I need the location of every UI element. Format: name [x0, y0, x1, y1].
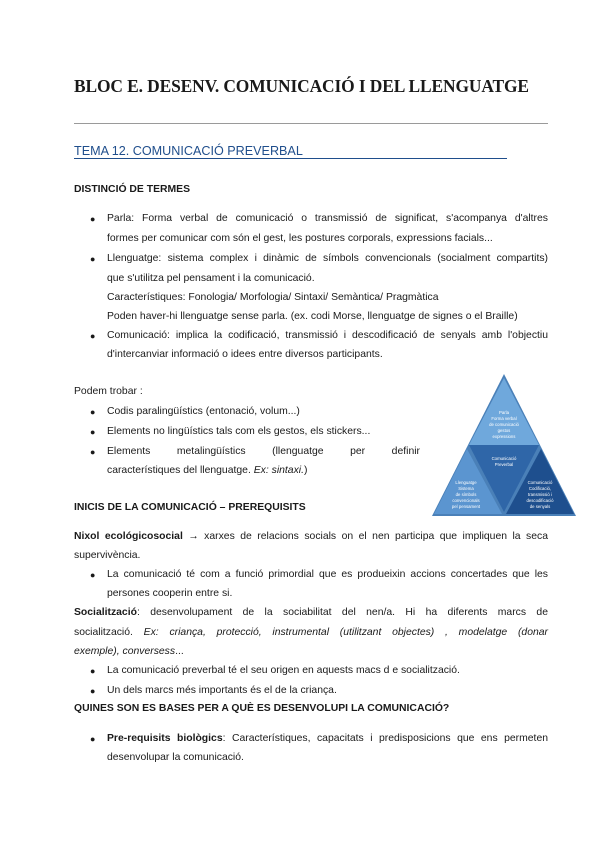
bullet-icon: ● [90, 214, 96, 224]
socialitzacio-line-1: Socialització: desenvolupament de la sociabilitat del nen/a. Hi ha diferents marcs de [74, 607, 548, 618]
bullet-icon: ● [90, 734, 96, 744]
inicis-item-3: Un dels marcs més importants és el de la criança. [107, 685, 337, 696]
pyramid-center-text-1: Comunicació [491, 456, 517, 461]
pyramid-left-text-2: Sistema [458, 486, 474, 491]
llenguatge-line-4: Poden haver-hi llenguatge sense parla. (ex. codi Morse, llenguatge de signes o el Braille) [107, 311, 518, 322]
parla-line-1: Parla: Forma verbal de comunicació o transmissió de significat, s'acompanya d'altres [107, 213, 548, 224]
pyramid-left-text-1: Llenguatge [455, 480, 477, 485]
pyramid-left-text-4: convencionals [452, 498, 480, 503]
distincio-heading: DISTINCIÓ DE TERMES [74, 184, 191, 195]
pyramid-left-text-5: pel pensament [451, 504, 481, 509]
title-divider [74, 123, 548, 124]
pyramid-top-text-5: expressions [492, 434, 516, 439]
socialitzacio-line-3: exemple), conversess... [74, 646, 184, 657]
bullet-icon: ● [90, 447, 96, 457]
tema-heading: TEMA 12. COMUNICACIÓ PREVERBAL [74, 144, 303, 158]
pyramid-top-text-3: de comunicació [489, 422, 519, 427]
nixol-line-2: supervivència. [74, 550, 141, 561]
bullet-icon: ● [90, 407, 96, 417]
socialitzacio-line-2: socialització. Ex: criança, protecció, instrumental (utilitzant objectes) , modelatge (donar [74, 627, 548, 638]
inicis-item-1-line-1: La comunicació té com a funció primordial que es produeixin accions concertades que les [107, 569, 548, 580]
nixol-line-1: Nixol ecológicosocial → xarxes de relacions socials on el nen participa que impliquen la seca [74, 531, 549, 542]
pyramid-right-text-2: Codificació, [528, 486, 552, 491]
bullet-icon: ● [90, 427, 96, 437]
podem-intro: Podem trobar : [74, 386, 143, 397]
quines-item-1-line-1: Pre-requisits biològics: Característiques, capacitats i predisposicions que ens permeten [107, 733, 548, 744]
podem-item-3-line-1: Elements metalingüístics (llenguatge per definir [107, 446, 420, 457]
llenguatge-line-1: Llenguatge: sistema complex i dinàmic de símbols convencionals (socialment compartits) [107, 253, 548, 264]
pyramid-right-text-5: de senyals [529, 504, 551, 509]
inicis-item-2: La comunicació preverbal té el seu origen en aquests macs d e socialització. [107, 665, 460, 676]
inicis-heading: INICIS DE LA COMUNICACIÓ – PREREQUISITS [74, 502, 306, 513]
comunicacio-line-1: Comunicació: implica la codificació, transmissió i descodificació de senyals amb l'objectiu [107, 330, 548, 341]
example-italic: Ex: sintaxi. [253, 465, 304, 476]
podem-item-2: Elements no lingüístics tals com els gestos, els stickers... [107, 426, 371, 437]
bullet-icon: ● [90, 686, 96, 696]
inicis-item-1-line-2: persones cooperin entre si. [107, 588, 233, 599]
quines-heading: QUINES SON ES BASES PER A QUÈ ES DESENVOLUPI LA COMUNICACIÓ? [74, 703, 450, 714]
llenguatge-line-3: Característiques: Fonologia/ Morfologia/ Sintaxi/ Semàntica/ Pragmàtica [107, 292, 439, 303]
socialitzacio-term: Socialització [74, 607, 137, 618]
quines-item-1-line-2: desenvolupar la comunicació. [107, 752, 244, 763]
pyramid-top-text-4: gestos [497, 428, 511, 433]
pyramid-right-text-1: Comunicació [527, 480, 553, 485]
llenguatge-line-2: que s'utilitza pel pensament i la comunicació. [107, 273, 315, 284]
pyramid-left-text-3: de símbols [455, 492, 477, 497]
bullet-icon: ● [90, 254, 96, 264]
parla-line-2: formes per comunicar com són el gest, les postures corporals, expressions facials... [107, 233, 493, 244]
bullet-icon: ● [90, 331, 96, 341]
bullet-icon: ● [90, 666, 96, 676]
comunicacio-line-2: d'intercanviar informació o idees entre diversos participants. [107, 349, 383, 360]
pyramid-right-text-4: descodificació [526, 498, 554, 503]
pyramid-top-text-2: Forma verbal [491, 416, 517, 421]
pyramid-diagram [430, 372, 578, 518]
pyramid-center-text-2: Preverbal [494, 462, 514, 467]
pyramid-right-text-3: transmissió i [528, 492, 552, 497]
nixol-term: Nixol ecológicosocial [74, 531, 183, 542]
bullet-icon: ● [90, 570, 96, 580]
podem-item-1: Codis paralingüístics (entonació, volum...) [107, 406, 300, 417]
document-title: BLOC E. DESENV. COMUNICACIÓ I DEL LLENGUATGE [74, 76, 529, 96]
prerequisits-term: Pre-requisits biològics [107, 733, 223, 744]
pyramid-top-text-1: Parla [498, 410, 510, 415]
tema-underline [74, 158, 507, 159]
podem-item-3-line-2: característiques del llenguatge. Ex: sintaxi.) [107, 465, 308, 476]
